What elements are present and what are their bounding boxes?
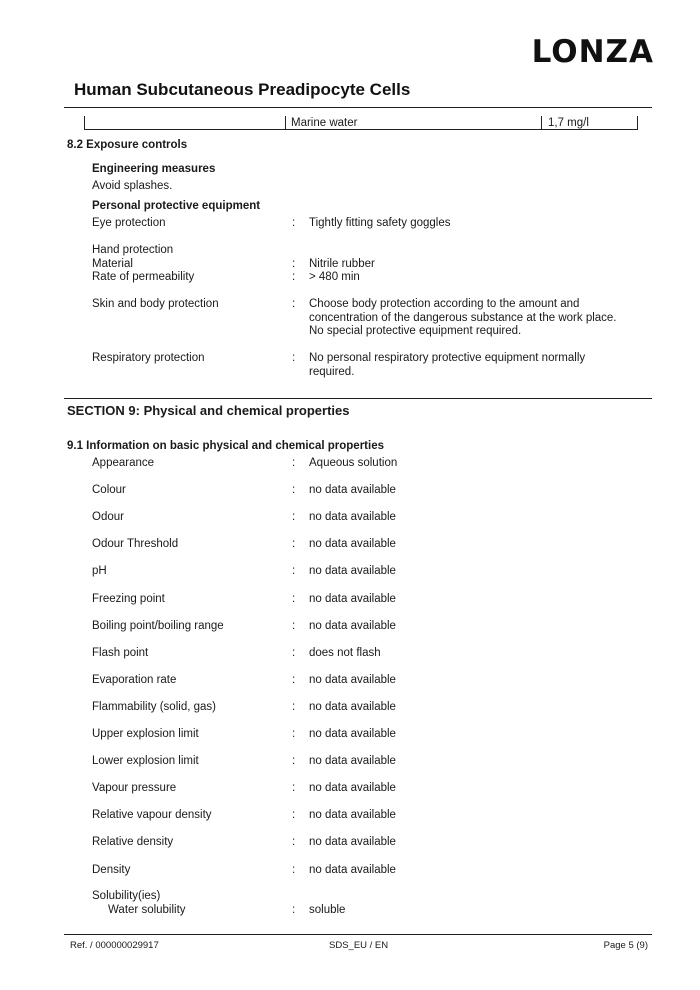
- separator: :: [292, 836, 296, 849]
- separator: :: [292, 904, 296, 916]
- property-value: Aqueous solution: [309, 457, 398, 469]
- separator: :: [292, 755, 296, 768]
- separator: :: [292, 217, 296, 229]
- separator: :: [292, 271, 296, 283]
- permeability-value: > 480 min: [309, 271, 360, 283]
- ecotox-table-row: [84, 116, 638, 130]
- water-solubility-label: Water solubility: [108, 904, 186, 916]
- property-label: pH: [92, 565, 107, 578]
- footer-doc-code: SDS_EU / EN: [329, 940, 389, 951]
- property-value: no data available: [309, 565, 396, 578]
- property-value: no data available: [309, 863, 396, 876]
- section-9-1-heading: 9.1 Information on basic physical and chemical properties: [67, 440, 384, 452]
- separator: :: [292, 511, 296, 524]
- header-rule: [64, 107, 652, 108]
- table-cell-medium: Marine water: [291, 117, 358, 129]
- property-label: Vapour pressure: [92, 782, 177, 795]
- property-label: Colour: [92, 484, 126, 497]
- property-label: Boiling point/boiling range: [92, 619, 224, 632]
- property-label: Odour Threshold: [92, 538, 179, 551]
- property-value: no data available: [309, 700, 396, 713]
- separator: :: [292, 258, 296, 270]
- table-divider: [285, 116, 286, 129]
- skin-protection-line: No special protective equipment required.: [309, 325, 522, 337]
- property-value: no data available: [309, 592, 396, 605]
- property-value: no data available: [309, 728, 396, 740]
- material-label: Material: [92, 258, 133, 270]
- property-label: Evaporation rate: [92, 673, 177, 686]
- engineering-measures-text: Avoid splashes.: [92, 180, 173, 192]
- separator: :: [292, 700, 296, 713]
- property-label: Freezing point: [92, 592, 165, 605]
- eye-protection-value: Tightly fitting safety goggles: [309, 217, 451, 229]
- eye-protection-label: Eye protection: [92, 217, 166, 229]
- ppe-heading: Personal protective equipment: [92, 200, 261, 212]
- property-label: Appearance: [92, 457, 155, 469]
- table-cell-value: 1,7 mg/l: [548, 117, 589, 129]
- skin-protection-line: concentration of the dangerous substance at the work place.: [309, 312, 617, 324]
- property-label: Relative vapour density: [92, 809, 212, 822]
- skin-protection-line: Choose body protection according to the amount and: [309, 298, 580, 310]
- separator: :: [292, 673, 296, 686]
- property-value: no data available: [309, 755, 396, 768]
- permeability-label: Rate of permeability: [92, 271, 195, 283]
- respiratory-protection-label: Respiratory protection: [92, 352, 205, 364]
- exposure-controls-heading: 8.2 Exposure controls: [67, 139, 188, 151]
- property-value: no data available: [309, 782, 396, 795]
- footer-rule: [64, 934, 652, 935]
- property-value: no data available: [309, 484, 396, 497]
- property-value: does not flash: [309, 646, 381, 659]
- property-label: Upper explosion limit: [92, 728, 199, 740]
- property-value: no data available: [309, 809, 396, 822]
- property-label: Relative density: [92, 836, 174, 849]
- separator: :: [292, 809, 296, 822]
- property-label: Flammability (solid, gas): [92, 700, 216, 713]
- separator: :: [292, 484, 296, 497]
- property-value: no data available: [309, 538, 396, 551]
- property-value: no data available: [309, 673, 396, 686]
- property-value: no data available: [309, 836, 396, 849]
- separator: :: [292, 538, 296, 551]
- property-label: Flash point: [92, 646, 149, 659]
- lonza-logo: LONZA: [531, 34, 654, 70]
- property-label: Lower explosion limit: [92, 755, 199, 768]
- separator: :: [292, 592, 296, 605]
- separator: :: [292, 782, 296, 795]
- footer-ref: Ref. / 000000029917: [70, 940, 159, 951]
- material-value: Nitrile rubber: [309, 258, 375, 270]
- section-9-title: SECTION 9: Physical and chemical properties: [67, 403, 350, 418]
- solubility-label: Solubility(ies): [92, 890, 161, 902]
- separator: :: [292, 352, 296, 364]
- separator: :: [292, 619, 296, 632]
- section-rule: [64, 398, 652, 399]
- separator: :: [292, 298, 296, 310]
- property-value: no data available: [309, 619, 396, 632]
- respiratory-protection-line: No personal respiratory protective equipment normally: [309, 352, 586, 364]
- hand-protection-label: Hand protection: [92, 244, 174, 256]
- engineering-measures-heading: Engineering measures: [92, 163, 216, 175]
- separator: :: [292, 457, 296, 469]
- skin-protection-label: Skin and body protection: [92, 298, 219, 310]
- separator: :: [292, 646, 296, 659]
- separator: :: [292, 565, 296, 578]
- property-label: Density: [92, 863, 131, 876]
- separator: :: [292, 863, 296, 876]
- separator: :: [292, 728, 296, 740]
- footer-page-number: Page 5 (9): [603, 940, 648, 951]
- table-divider: [541, 116, 542, 129]
- property-label: Odour: [92, 511, 124, 524]
- property-value: no data available: [309, 511, 396, 524]
- respiratory-protection-line: required.: [309, 366, 355, 378]
- water-solubility-value: soluble: [309, 904, 346, 916]
- document-title: Human Subcutaneous Preadipocyte Cells: [74, 80, 411, 99]
